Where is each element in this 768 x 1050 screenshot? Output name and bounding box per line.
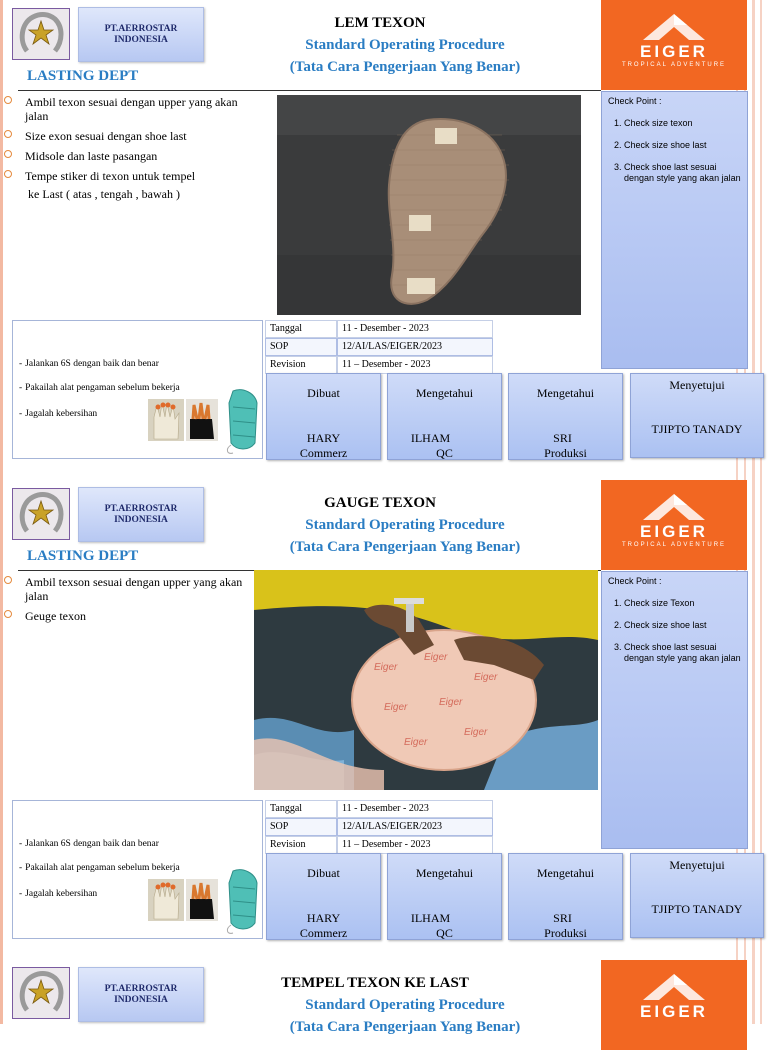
sop-page-lem-texon	[0, 0, 768, 480]
department-label: LASTING DEPT	[27, 68, 139, 84]
checkpoint-title: Check Point :	[608, 96, 662, 106]
signature-role: Mengetahui	[415, 386, 474, 400]
company-logo	[12, 8, 70, 60]
eiger-logo	[601, 0, 747, 90]
tanggal-value: 11 - Desember - 2023	[337, 800, 493, 818]
table-row	[265, 836, 493, 854]
signature-dept: Produksi	[544, 446, 587, 460]
list-item: Tempe stiker di texon untuk tempel	[4, 169, 244, 183]
list-item: 3. Check shoe last sesuai dengan style yang akan jalan	[624, 162, 741, 184]
signature-dept: Produksi	[544, 926, 587, 940]
signature-dept: QC	[436, 926, 453, 940]
signature-name: ILHAM	[410, 911, 451, 925]
checkpoint-title: Check Point :	[608, 576, 662, 586]
face-mask-icon	[225, 387, 261, 455]
table-row	[265, 818, 493, 836]
table-row	[265, 338, 493, 356]
list-item: Size exon sesuai dengan shoe last	[4, 129, 244, 143]
company-name: PT.AERROSTAR INDONESIA	[78, 487, 204, 542]
list-item: 2. Check size shoe last	[624, 620, 741, 631]
svg-text:Eiger: Eiger	[424, 652, 448, 663]
list-item: 1. Check size texon	[624, 118, 741, 129]
list-item: - Jalankan 6S dengan baik dan benar	[19, 839, 159, 849]
sop-label: SOP	[265, 338, 337, 356]
list-item: - Pakailah alat pengaman sebelum bekerja	[19, 863, 180, 873]
sop-page-tempel-texon	[0, 960, 768, 1035]
signature-role: Dibuat	[307, 386, 340, 400]
checkpoint-panel	[601, 91, 748, 369]
gauge-texon-photo	[254, 570, 598, 790]
sop-value: 12/AI/LAS/EIGER/2023	[337, 338, 493, 356]
list-item: Midsole dan laste pasangan	[4, 149, 244, 163]
svg-text:Eiger: Eiger	[404, 737, 428, 748]
svg-text:Eiger: Eiger	[384, 702, 408, 713]
company-name: PT.AERROSTAR INDONESIA	[78, 967, 204, 1022]
cotton-glove-icon	[148, 879, 184, 921]
signature-name: HARY	[306, 911, 341, 925]
sop-title: GAUGE TEXON	[324, 495, 436, 511]
table-row	[265, 356, 493, 374]
revision-value: 11 – Desember - 2023	[337, 356, 493, 374]
svg-text:Eiger: Eiger	[464, 727, 488, 738]
list-item: Ambil texon sesuai dengan upper yang akan jalan	[4, 95, 244, 123]
black-glove-icon	[186, 399, 218, 441]
list-item: - Jagalah kebersihan	[19, 889, 98, 899]
brand-tagline: TROPICAL ADVENTURE	[621, 542, 727, 548]
step-list	[4, 575, 244, 629]
sop-subtitle: Standard Operating Procedure	[305, 37, 505, 53]
list-item: - Jalankan 6S dengan baik dan benar	[19, 359, 159, 369]
signature-role: Mengetahui	[536, 386, 595, 400]
safety-notes	[12, 800, 263, 939]
signature-box-mengetahui-qc	[387, 853, 502, 940]
signature-box-menyetujui	[630, 853, 764, 938]
company-logo	[12, 967, 70, 1019]
signature-dept: Commerz	[299, 446, 348, 460]
company-logo	[12, 488, 70, 540]
signature-name: TJIPTO TANADY	[651, 422, 743, 436]
tanggal-value: 11 - Desember - 2023	[337, 320, 493, 338]
revision-label: Revision	[265, 356, 337, 374]
mountain-icon	[639, 492, 709, 522]
signature-name: TJIPTO TANADY	[651, 902, 743, 916]
signature-name: HARY	[306, 431, 341, 445]
svg-text:Eiger: Eiger	[374, 662, 398, 673]
signature-name: ILHAM	[410, 431, 451, 445]
table-row	[265, 800, 493, 818]
mountain-icon	[639, 972, 709, 1002]
brand-name: EIGER	[640, 1002, 708, 1021]
signature-box-menyetujui	[630, 373, 764, 458]
eiger-logo	[601, 480, 747, 570]
svg-text:Eiger: Eiger	[474, 672, 498, 683]
sop-subtitle-2: (Tata Cara Pengerjaan Yang Benar)	[289, 59, 521, 75]
svg-text:Eiger: Eiger	[439, 697, 463, 708]
sop-title: LEM TEXON	[334, 15, 426, 31]
signature-role: Dibuat	[307, 866, 340, 880]
document-info-table	[265, 320, 493, 374]
sop-value: 12/AI/LAS/EIGER/2023	[337, 818, 493, 836]
safety-notes	[12, 320, 263, 459]
sop-subtitle: Standard Operating Procedure	[305, 997, 505, 1013]
brand-tagline: TROPICAL ADVENTURE	[621, 62, 727, 68]
checkpoint-panel	[601, 571, 748, 849]
tanggal-label: Tanggal	[265, 800, 337, 818]
company-name: PT.AERROSTAR INDONESIA	[78, 7, 204, 62]
eiger-logo	[601, 960, 747, 1050]
department-label: LASTING DEPT	[27, 548, 139, 564]
sop-subtitle-2: (Tata Cara Pengerjaan Yang Benar)	[289, 539, 521, 555]
document-info-table	[265, 800, 493, 854]
signature-dept: QC	[436, 446, 453, 460]
sop-subtitle: Standard Operating Procedure	[305, 517, 505, 533]
brand-name: EIGER	[640, 42, 708, 61]
table-row	[265, 320, 493, 338]
revision-value: 11 – Desember - 2023	[337, 836, 493, 854]
face-mask-icon	[225, 867, 261, 935]
signature-box-mengetahui-qc	[387, 373, 502, 460]
sop-page-gauge-texon	[0, 480, 768, 960]
revision-label: Revision	[265, 836, 337, 854]
mountain-icon	[639, 12, 709, 42]
signature-role: Menyetujui	[669, 378, 725, 392]
sop-label: SOP	[265, 818, 337, 836]
brand-name: EIGER	[640, 522, 708, 541]
signature-box-dibuat	[266, 373, 381, 460]
signature-role: Mengetahui	[415, 866, 474, 880]
signature-role: Menyetujui	[669, 858, 725, 872]
tanggal-label: Tanggal	[265, 320, 337, 338]
signature-box-dibuat	[266, 853, 381, 940]
list-item: 3. Check shoe last sesuai dengan style yang akan jalan	[624, 642, 741, 664]
signature-dept: Commerz	[299, 926, 348, 940]
signature-box-mengetahui-produksi	[508, 373, 623, 460]
header-divider	[18, 90, 601, 91]
list-item: - Jagalah kebersihan	[19, 409, 98, 419]
list-item: Ambil texson sesuai dengan upper yang akan jalan	[4, 575, 244, 603]
signature-name: SRI	[553, 431, 572, 445]
list-item: - Pakailah alat pengaman sebelum bekerja	[19, 383, 180, 393]
signature-box-mengetahui-produksi	[508, 853, 623, 940]
signature-role: Mengetahui	[536, 866, 595, 880]
texon-insole-photo	[277, 95, 581, 315]
list-item: ke Last ( atas , tengah , bawah )	[28, 187, 180, 201]
list-item: 2. Check size shoe last	[624, 140, 741, 151]
black-glove-icon	[186, 879, 218, 921]
list-item: Geuge texon	[4, 609, 244, 623]
list-item: 1. Check size Texon	[624, 598, 741, 609]
sop-subtitle-2: (Tata Cara Pengerjaan Yang Benar)	[289, 1019, 521, 1035]
cotton-glove-icon	[148, 399, 184, 441]
step-list	[4, 95, 244, 207]
signature-name: SRI	[553, 911, 572, 925]
sop-title: TEMPEL TEXON KE LAST	[281, 975, 469, 991]
